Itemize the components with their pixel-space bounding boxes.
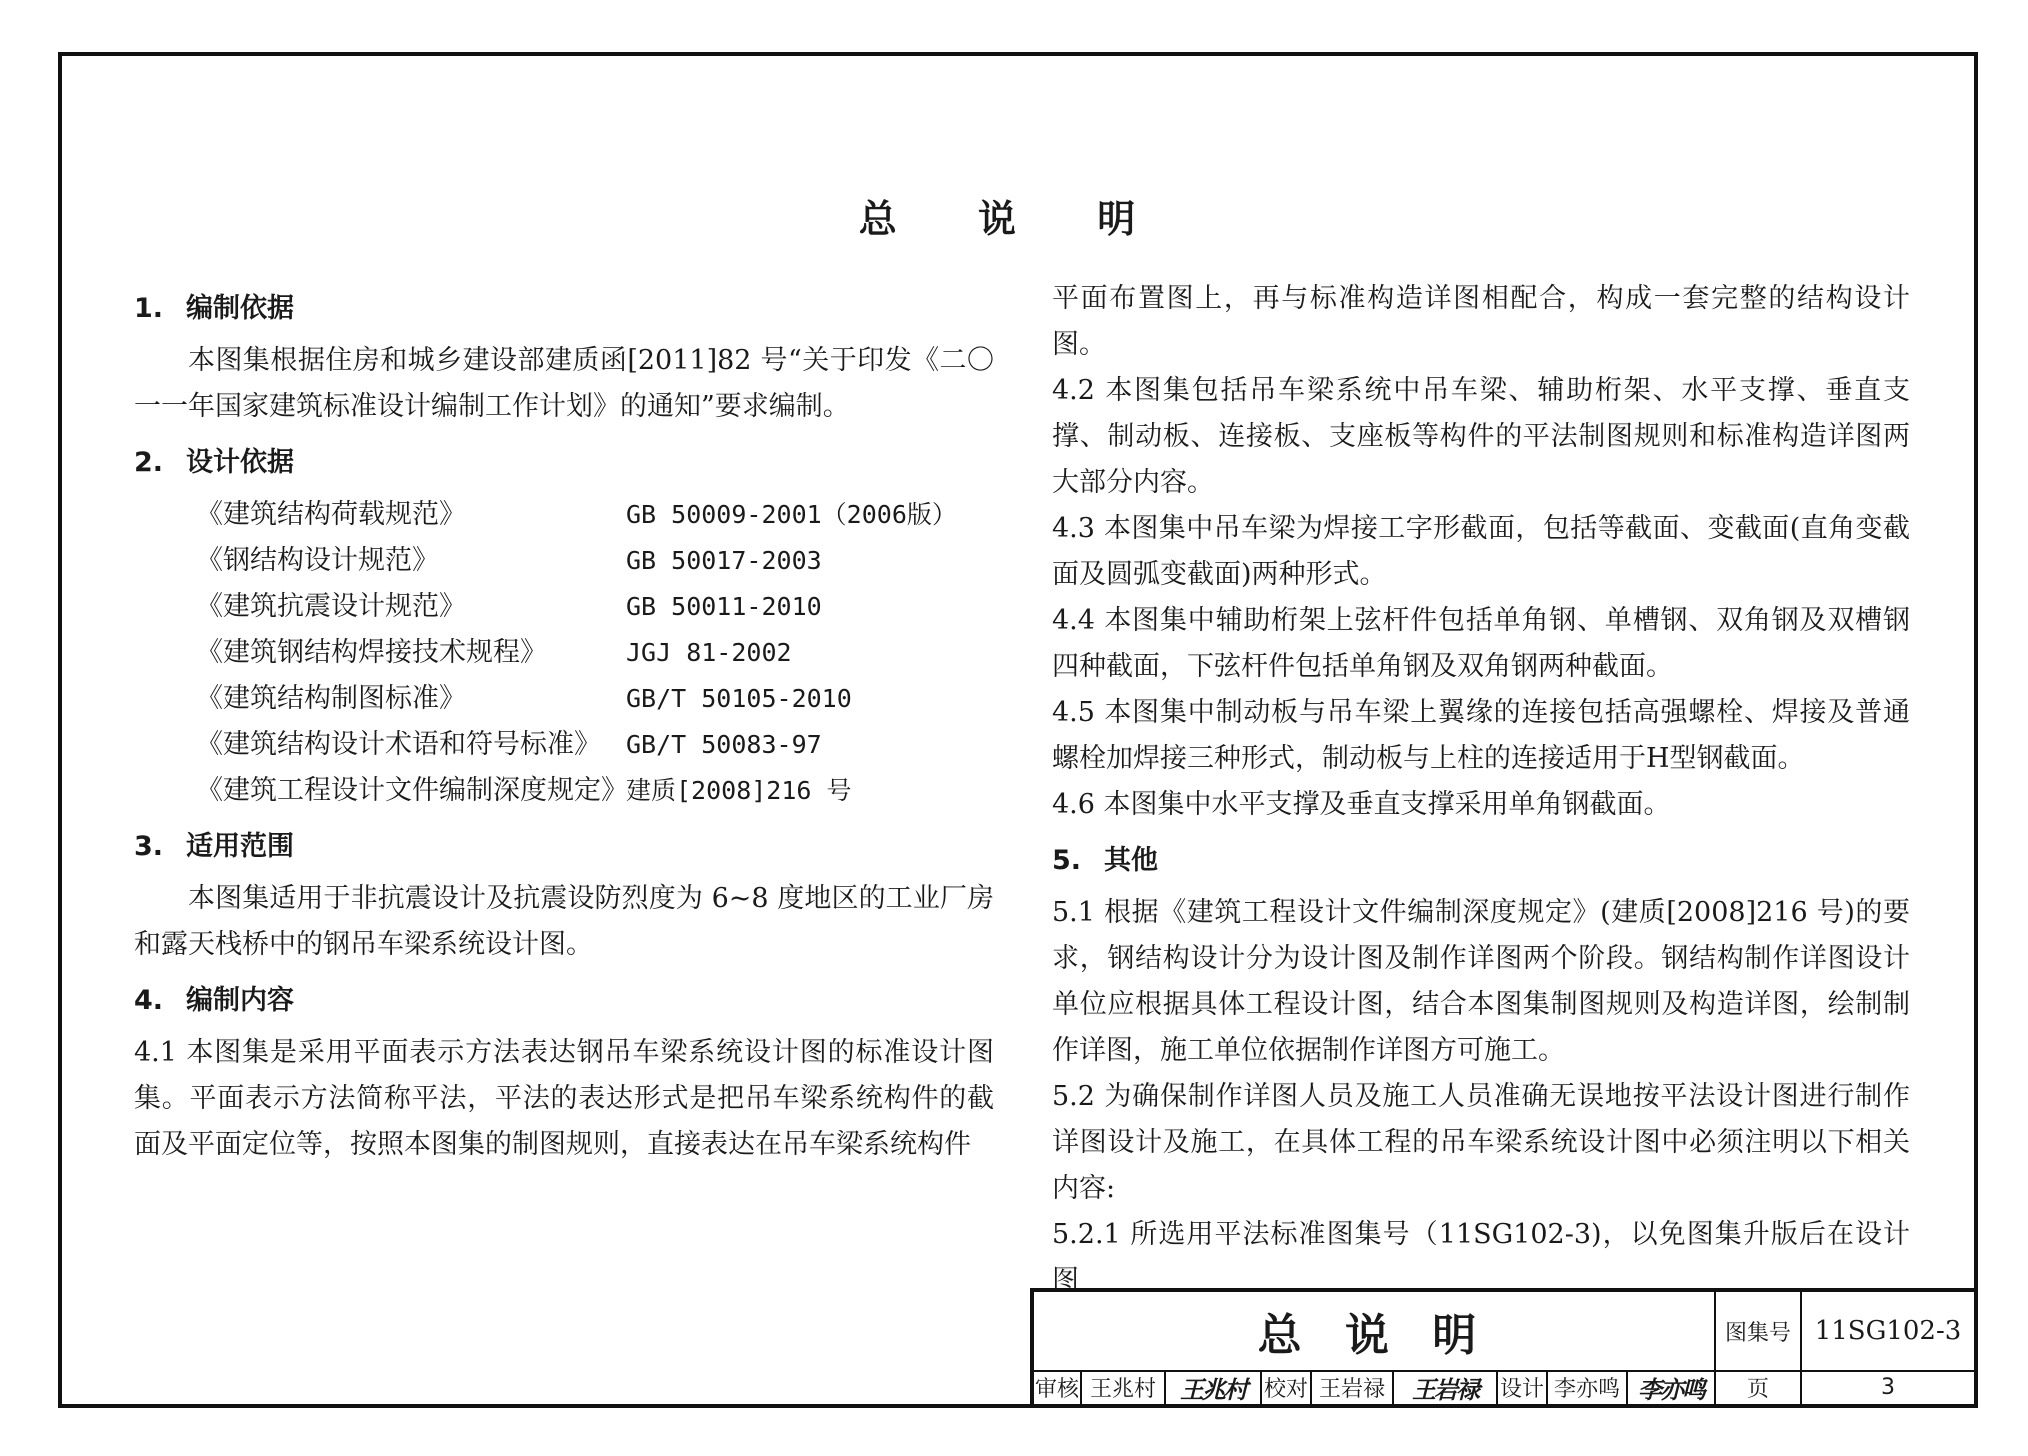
title-block-top-row	[1034, 1292, 1974, 1372]
page-number: 3	[1800, 1370, 1974, 1404]
review-label: 审核	[1034, 1376, 1079, 1402]
standard-row: 《建筑结构制图标准》 GB/T 50105-2010	[196, 683, 852, 714]
right-column	[1052, 276, 1910, 1304]
paragraph-5-2: 5.2 为确保制作详图人员及施工人员准确无误地按平法设计图进行制作详图设计及施工，在具体工程的吊车梁系统设计图中必须注明以下相关内容:	[1052, 1081, 1910, 1204]
section-5-heading: 5. 其他	[1052, 845, 1158, 876]
section-2-heading: 2. 设计依据	[134, 447, 294, 478]
left-column	[134, 276, 994, 1168]
section-1-heading: 1. 编制依据	[134, 293, 294, 324]
section-3-heading: 3. 适用范围	[134, 831, 294, 862]
designer-name: 李亦鸣	[1546, 1370, 1626, 1404]
paragraph-4-2: 4.2 本图集包括吊车梁系统中吊车梁、辅助桁架、水平支撑、垂直支撑、制动板、连接板、支座板等构件的平法制图规则和标准构造详图两大部分内容。	[1052, 375, 1910, 498]
reviewer-name: 王兆村	[1080, 1370, 1164, 1404]
standard-row: 《钢结构设计规范》 GB 50017-2003	[196, 545, 822, 576]
checker-name: 王岩禄	[1310, 1370, 1392, 1404]
standard-row: 《建筑结构设计术语和符号标准》 GB/T 50083-97	[196, 729, 822, 760]
page-label: 页	[1714, 1370, 1800, 1404]
page-title: 总 说 明	[858, 197, 1170, 241]
paragraph-4-3: 4.3 本图集中吊车梁为焊接工字形截面，包括等截面、变截面(直角变截面及圆弧变截面)两种形式。	[1052, 513, 1910, 590]
paragraph-4-4: 4.4 本图集中辅助桁架上弦杆件包括单角钢、单槽钢、双角钢及双槽钢四种截面，下弦杆件包括单角钢及双角钢两种截面。	[1052, 605, 1910, 682]
paragraph-4-6: 4.6 本图集中水平支撑及垂直支撑采用单角钢截面。	[1052, 789, 1671, 820]
standard-row: 《建筑抗震设计规范》 GB 50011-2010	[196, 591, 822, 622]
standard-row: 《建筑结构荷载规范》 GB 50009-2001（2006版）	[196, 499, 957, 530]
paragraph-4-5: 4.5 本图集中制动板与吊车梁上翼缘的连接包括高强螺栓、焊接及普通螺栓加焊接三种形式，制动板与上柱的连接适用于H型钢截面。	[1052, 697, 1910, 774]
paragraph-5-2-1: 5.2.1 所选用平法标准图集号（11SG102-3)，以免图集升版后在设计图	[1052, 1219, 1910, 1296]
design-label: 设计	[1496, 1370, 1546, 1404]
section-4-heading: 4. 编制内容	[134, 985, 294, 1016]
checker-signature: 王岩禄	[1392, 1370, 1496, 1404]
section-3-text: 本图集适用于非抗震设计及抗震设防烈度为 6~8 度地区的工业厂房和露天栈桥中的钢吊车梁系统设计图。	[134, 883, 994, 960]
standard-row: 《建筑钢结构焊接技术规程》 JGJ 81-2002	[196, 637, 792, 668]
atlas-number: 11SG102-3	[1800, 1292, 1974, 1370]
designer-signature: 李亦鸣	[1626, 1370, 1714, 1404]
title-block	[1030, 1288, 1978, 1408]
reviewer-signature: 王兆村	[1164, 1370, 1260, 1404]
standard-row: 《建筑工程设计文件编制深度规定》 建质[2008]216 号	[196, 775, 852, 806]
section-1-text: 本图集根据住房和城乡建设部建质函[2011]82 号“关于印发《二〇一一年国家建筑标准设计编制工作计划》的通知”要求编制。	[134, 345, 994, 422]
paragraph-4-1-continued: 平面布置图上，再与标准构造详图相配合，构成一套完整的结构设计图。	[1052, 283, 1910, 360]
paragraph-5-1: 5.1 根据《建筑工程设计文件编制深度规定》(建质[2008]216 号)的要求，钢结构设计分为设计图及制作详图两个阶段。钢结构制作详图设计单位应根据具体工程设计图，结合本图集制图规则及构造详图，绘制制作详图，施工单位依据制作详图方可施工。	[1052, 897, 1910, 1066]
atlas-number-label: 图集号	[1714, 1292, 1800, 1370]
check-label: 校对	[1260, 1370, 1310, 1404]
title-block-title: 总 说 明	[1257, 1310, 1491, 1361]
paragraph-4-1: 4.1 本图集是采用平面表示方法表达钢吊车梁系统设计图的标准设计图集。平面表示方法简称平法，平法的表达形式是把吊车梁系统构件的截面及平面定位等，按照本图集的制图规则，直接表达在吊车梁系统构件	[134, 1037, 994, 1160]
standards-list	[134, 492, 994, 814]
title-block-signature-row	[1034, 1370, 1974, 1404]
